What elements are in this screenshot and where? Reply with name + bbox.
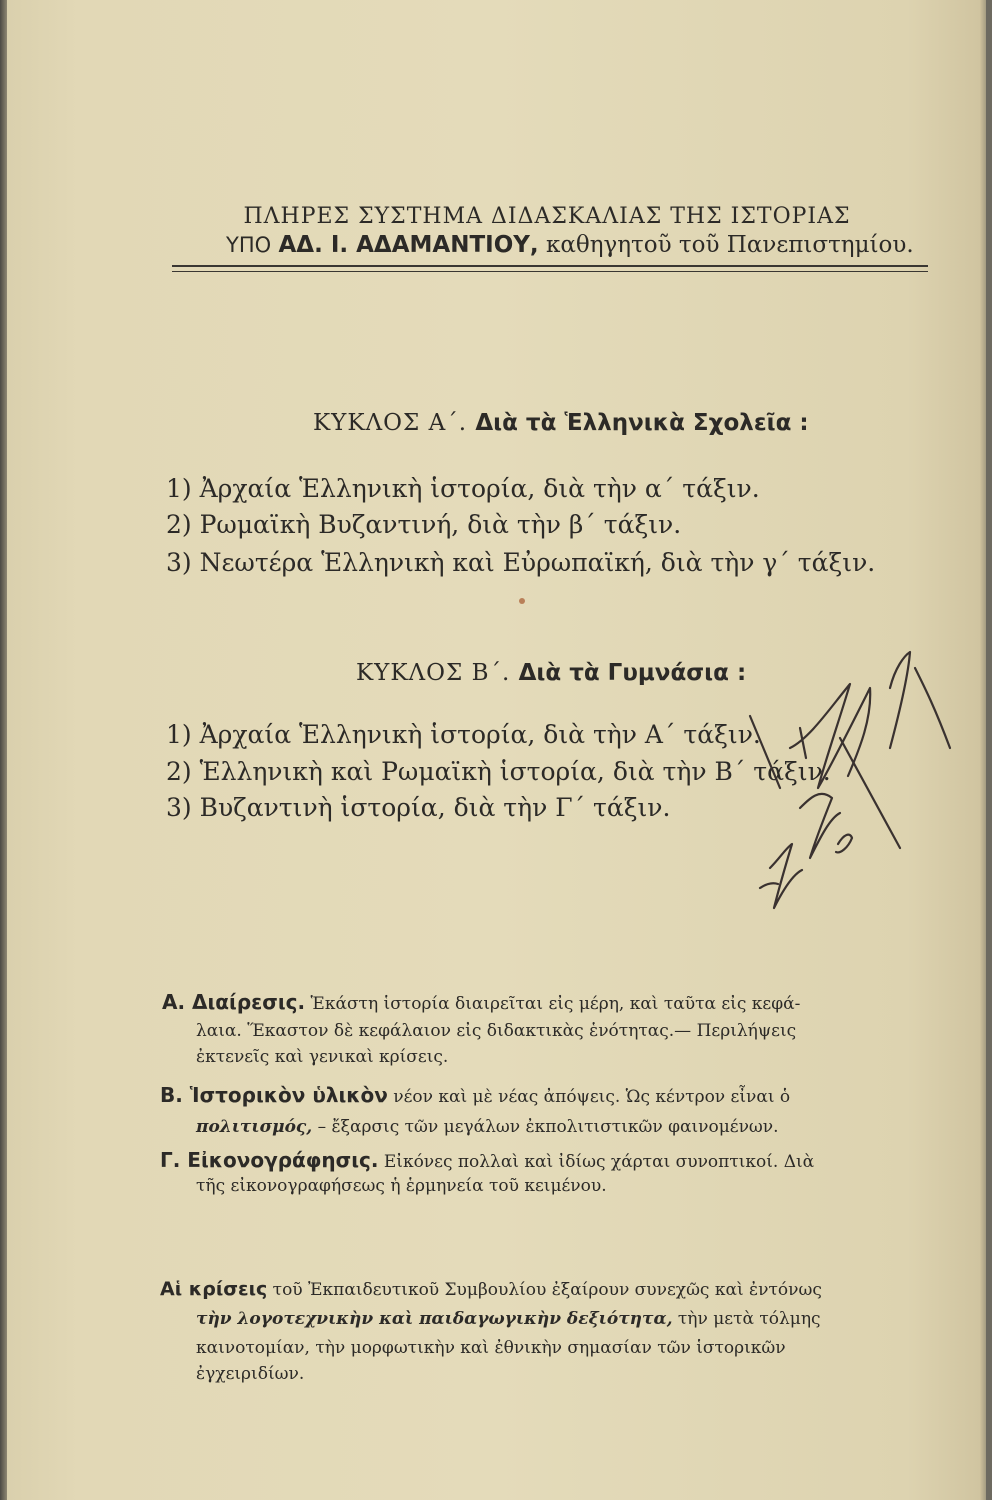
section-c-label: Γ. Εἰκονογράφησις. [160,1148,379,1172]
closing-line4: ἐγχειριδίων. [196,1364,305,1384]
cycle-a-label: ΚΥΚΛΟΣ Α΄. [313,410,468,436]
section-b-line1 [160,1083,790,1107]
cycle-a-subtitle: Διὰ τὰ Ἑλληνικὰ Σχολεῖα : [475,410,809,436]
header-title: ΠΛΗΡΕΣ ΣΥΣΤΗΜΑ ΔΙΔΑΣΚΑΛΙΑΣ ΤΗΣ ΙΣΤΟΡΙΑΣ [243,204,851,229]
ink-dot [519,598,525,604]
section-a-line2: λαια. Ἕκαστον δὲ κεφάλαιον εἰς διδακτικὰς ἑνότητας.— Περιλήψεις [196,1021,797,1041]
closing-line3: καινοτομίαν, τὴν μορφωτικὴν καὶ ἐθνικὴν σημασίαν τῶν ἱστορικῶν [196,1338,786,1358]
cycle-b-label: ΚΥΚΛΟΣ Β΄. [356,660,511,686]
section-b-label: Β. Ἱστορικὸν ὑλικὸν [160,1083,388,1107]
closing-text2: τὴν μετὰ τόλμης [677,1309,821,1329]
cycle-b-item: 3) Βυζαντινὴ ἱστορία, διὰ τὴν Γ΄ τάξιν. [166,793,671,822]
header-rule-thick [172,265,928,267]
cycle-b-item: 2) Ἑλληνικὴ καὶ Ρωμαϊκὴ ἱστορία, διὰ τὴν Β΄ τάξιν. [166,757,831,786]
closing-line1 [160,1278,822,1300]
header-rule-thin [172,271,928,272]
section-c-line2: τῆς εἰκονογραφήσεως ἡ ἑρμηνεία τοῦ κειμένου. [196,1176,607,1196]
section-b-text2: – ἔξαρσις τῶν μεγάλων ἐκπολιτιστικῶν φαινομένων. [317,1117,779,1137]
closing-line2 [196,1309,821,1329]
section-a-text: Ἑκάστη ἱστορία διαιρεῖται εἰς μέρη, καὶ ταῦτα εἰς κεφά- [310,994,801,1014]
cycle-a-item: 3) Νεωτέρα Ἑλληνικὴ καὶ Εὐρωπαϊκή, διὰ τὴν γ΄ τάξιν. [166,548,876,577]
cycle-b-heading [356,660,746,686]
section-c-text: Εἰκόνες πολλαὶ καὶ ἰδίως χάρται συνοπτικοί. Διὰ [383,1152,815,1172]
section-b-text: νέον καὶ μὲ νέας ἀπόψεις. Ὡς κέντρον εἶναι ὁ [393,1087,791,1107]
closing-label: Αἱ κρίσεις [160,1278,268,1300]
section-a-label: Α. Διαίρεσις. [162,990,306,1014]
section-b-emphasis: πολιτισμός, [196,1117,313,1137]
header-author-line [226,232,914,258]
signature-icon [740,648,970,938]
cycle-b-subtitle: Διὰ τὰ Γυμνάσια : [518,660,747,686]
header-prefix: ΥΠΟ [226,233,272,257]
section-a-line1 [162,990,800,1014]
cycle-b-item: 1) Ἀρχαία Ἑλληνικὴ ἱστορία, διὰ τὴν Α΄ τάξιν. [166,720,761,749]
header-author: ΑΔ. Ι. ΑΔΑΜΑΝΤΙΟΥ, [278,232,539,258]
cycle-a-heading [313,410,809,436]
cycle-a-item: 1) Ἀρχαία Ἑλληνικὴ ἱστορία, διὰ τὴν α΄ τάξιν. [166,474,760,503]
closing-text: τοῦ Ἐκπαιδευτικοῦ Συμβουλίου ἐξαίρουν συνεχῶς καὶ ἐντόνως [272,1280,822,1300]
header-suffix: καθηγητοῦ τοῦ Πανεπιστημίου. [545,232,914,258]
section-a-line3: ἐκτενεῖς καὶ γενικαὶ κρίσεις. [196,1047,449,1067]
cycle-a-item: 2) Ρωμαϊκὴ Βυζαντινή, διὰ τὴν β΄ τάξιν. [166,510,682,539]
closing-emphasis: τὴν λογοτεχνικὴν καὶ παιδαγωγικὴν δεξιότητα, [196,1309,673,1329]
section-b-line2 [196,1117,779,1137]
section-c-line1 [160,1148,814,1172]
